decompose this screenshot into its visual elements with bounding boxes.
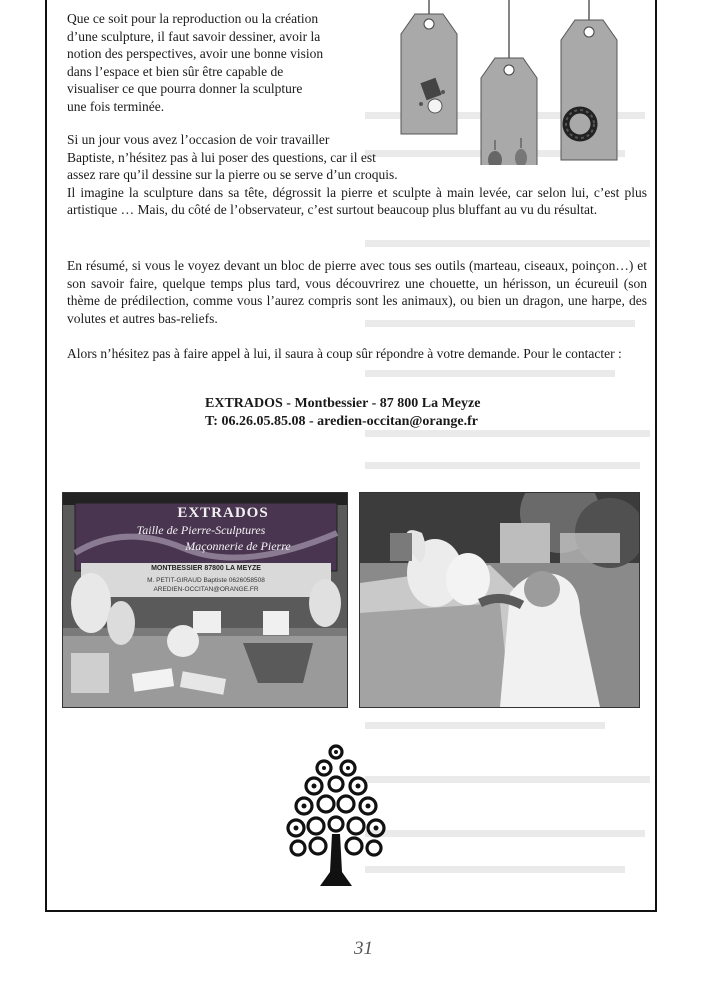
intro-line: visualiser ce que pourra donner la sculpture bbox=[67, 81, 303, 96]
page-number: 31 bbox=[354, 938, 373, 959]
banner-subtitle-2: Maçonnerie de Pierre bbox=[185, 539, 291, 553]
swirl-tree-ornament bbox=[284, 742, 388, 888]
contact-block bbox=[205, 395, 525, 431]
banner-name: M. PETIT-GIRAUD Baptiste 0626058508 bbox=[147, 577, 265, 584]
summary-paragraph: En résumé, si vous le voyez devant un bloc de pierre avec tous ses outils (marteau, ciseaux, poinçon…) et son savoir faire, quelque temps plus tard, vous découvrirez une chouette, un hérisson, un écureuil (son thème de prédilection, comme vous l’aurez compris sont les animaux), ou bien un dragon, une harpe, des volutes et autres bas-reliefs. bbox=[67, 258, 647, 326]
intro-line: Que ce soit pour la reproduction ou la création bbox=[67, 11, 319, 26]
paragraph-line: assez rare qu’il dessine sur la pierre ou se serve d’un croquis. bbox=[67, 167, 398, 182]
paragraph-rest: Il imagine la sculpture dans sa tête, dégrossit la pierre et sculpte à main levée, car selon lui, c’est plus artistique … Mais, du côté de l’observateur, c’est surtout beaucoup plus bluffant au vu du résultat. bbox=[67, 184, 647, 217]
contact-intro-paragraph: Alors n’hésitez pas à faire appel à lui, il saura à coup sûr répondre à votre demande. Pour le contacter : bbox=[67, 346, 622, 361]
intro-line: une fois terminée. bbox=[67, 98, 165, 114]
banner-subtitle: Taille de Pierre-Sculptures bbox=[136, 523, 266, 537]
stand-photo bbox=[62, 492, 348, 708]
contact-address: EXTRADOS - Montbessier - 87 800 La Meyze bbox=[205, 396, 481, 411]
contact-phone-email: T: 06.26.05.85.08 - aredien-occitan@orange.fr bbox=[205, 414, 479, 429]
banner-address: MONTBESSIER 87800 LA MEYZE bbox=[151, 565, 261, 572]
banner-email: AREDIEN-OCCITAN@ORANGE.FR bbox=[153, 586, 259, 593]
paragraph-line: Si un jour vous avez l’occasion de voir travailler bbox=[67, 132, 330, 147]
banner-title: EXTRADOS bbox=[177, 505, 269, 521]
intro-line: dans l’espace et bien sûr être capable de bbox=[67, 63, 284, 79]
intro-line: notion des perspectives, avoir une bonne vision bbox=[67, 46, 324, 61]
paragraph-line: Baptiste, n’hésitez pas à lui poser des questions, car il est bbox=[67, 149, 376, 165]
baptiste-paragraph bbox=[67, 131, 647, 219]
intro-line: d’une sculpture, il faut savoir dessiner, avoir la bbox=[67, 28, 321, 44]
sculptor-photo bbox=[359, 492, 640, 708]
intro-paragraph bbox=[67, 10, 367, 115]
